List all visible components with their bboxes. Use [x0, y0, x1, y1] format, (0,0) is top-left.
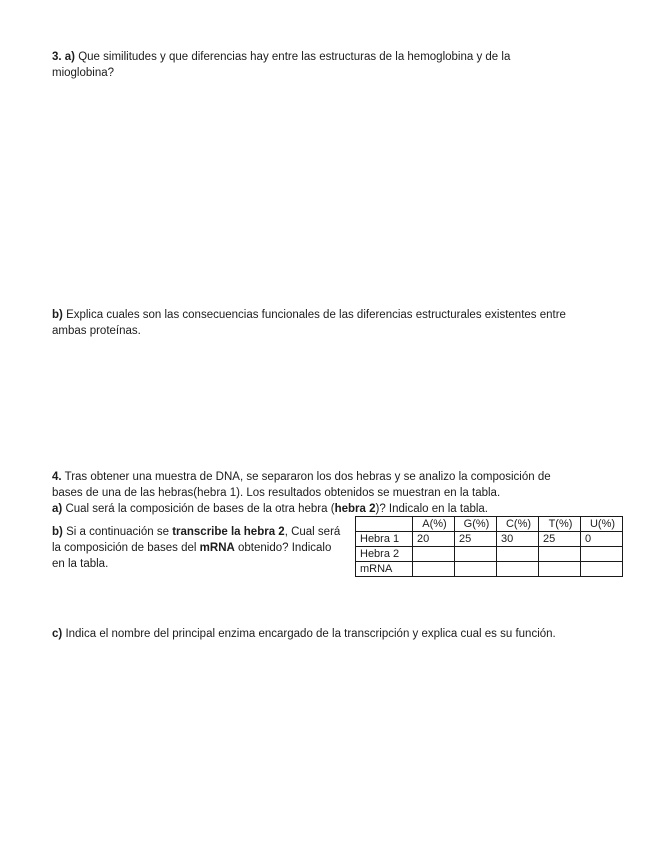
question-4b-number: b) [52, 526, 63, 538]
question-4b-text-mid: , Cual será la composición de bases del [52, 526, 341, 554]
table-header-a: A(%) [413, 517, 455, 532]
question-3b-number: b) [52, 309, 63, 321]
question-4b-text-pre: Si a continuación se [66, 526, 173, 538]
question-4-text: Tras obtener una muestra de DNA, se separaron los dos hebras y se analizo la composición de bases de una de las hebras(hebra 1). Los resultados obtenidos se muestran en la tabla. [52, 471, 551, 499]
cell-hebra1-u: 0 [581, 532, 623, 547]
question-4b-bold-transcribe: transcribe la hebra 2 [172, 526, 285, 538]
question-4c-number: c) [52, 628, 63, 640]
cell-hebra2-g [455, 547, 497, 562]
question-4c [52, 626, 572, 642]
cell-hebra2-t [539, 547, 581, 562]
row-label-hebra1: Hebra 1 [356, 532, 413, 547]
cell-hebra1-t: 25 [539, 532, 581, 547]
cell-hebra1-g: 25 [455, 532, 497, 547]
table-row [356, 532, 623, 547]
question-4b [52, 524, 347, 572]
question-4-number: 4. [52, 471, 62, 483]
cell-hebra2-c [497, 547, 539, 562]
question-4a-text-pre: Cual será la composición de bases de la otra hebra ( [65, 503, 335, 515]
question-3a-number: 3. a) [52, 51, 76, 63]
cell-mrna-c [497, 562, 539, 577]
question-4-intro [52, 469, 582, 501]
question-3b-text: Explica cuales son las consecuencias funcionales de las diferencias estructurales existentes entre ambas proteínas. [52, 309, 566, 337]
cell-mrna-g [455, 562, 497, 577]
question-3b [52, 307, 587, 339]
question-3a [52, 49, 567, 81]
table-header-c: C(%) [497, 517, 539, 532]
cell-hebra2-a [413, 547, 455, 562]
question-3a-text: Que similitudes y que diferencias hay entre las estructuras de la hemoglobina y de la mioglobina? [52, 51, 511, 79]
question-4a-bold-hebra2: hebra 2 [334, 503, 376, 515]
question-4c-text: Indica el nombre del principal enzima encargado de la transcripción y explica cual es su función. [65, 628, 556, 640]
question-4a [52, 501, 597, 517]
table-row [356, 562, 623, 577]
row-label-mrna: mRNA [356, 562, 413, 577]
cell-hebra2-u [581, 547, 623, 562]
table-header-row [356, 517, 623, 532]
question-4a-text-post: )? Indicalo en la tabla. [375, 503, 489, 515]
table-header-empty [356, 517, 413, 532]
cell-hebra1-c: 30 [497, 532, 539, 547]
table-row [356, 547, 623, 562]
table-header-u: U(%) [581, 517, 623, 532]
question-4b-bold-mrna: mRNA [199, 542, 235, 554]
table-header-t: T(%) [539, 517, 581, 532]
table-header-g: G(%) [455, 517, 497, 532]
row-label-hebra2: Hebra 2 [356, 547, 413, 562]
cell-hebra1-a: 20 [413, 532, 455, 547]
cell-mrna-a [413, 562, 455, 577]
question-4b-text-post: obtenido? Indicalo en la tabla. [52, 542, 332, 570]
base-composition-table [355, 516, 623, 577]
cell-mrna-t [539, 562, 581, 577]
question-4a-number: a) [52, 503, 63, 515]
cell-mrna-u [581, 562, 623, 577]
